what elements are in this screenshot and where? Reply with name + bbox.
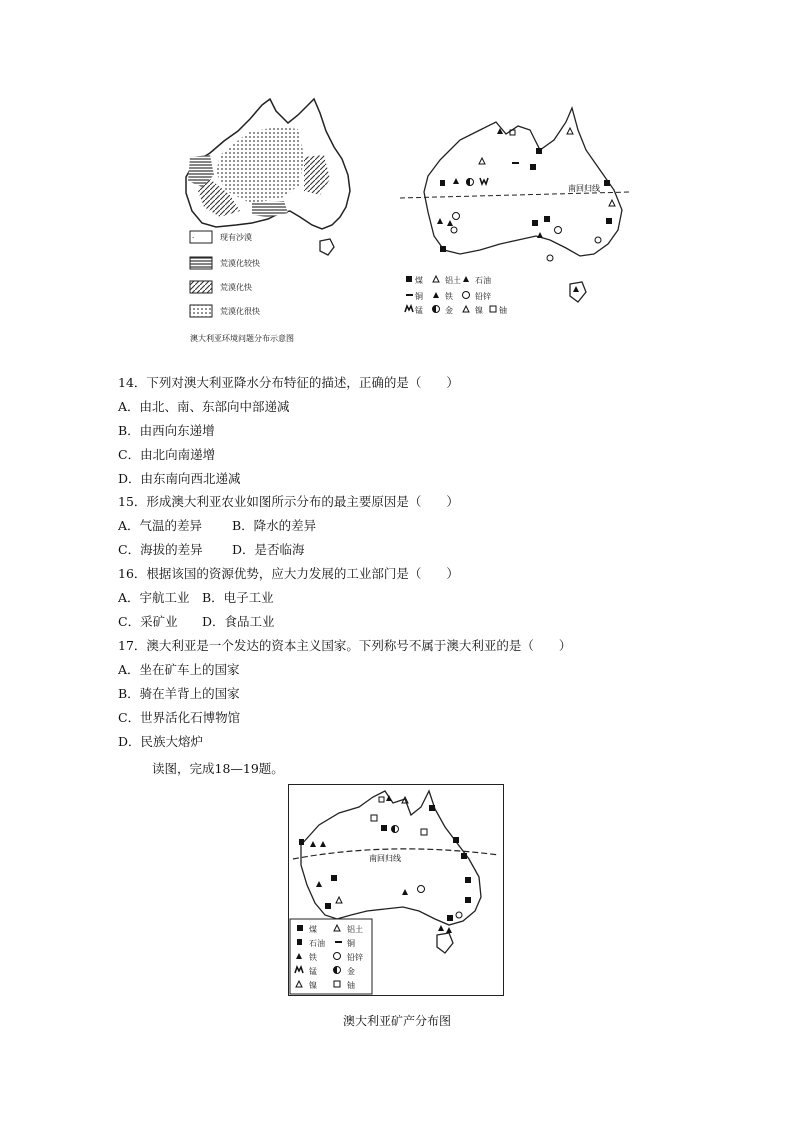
australia-outline [424,108,622,256]
question-14-option-c: C．由北向南递增 [118,447,216,462]
legend-uranium: 铀 [347,981,355,990]
legend-nickel: 镍 [309,981,317,990]
legend-manganese: 锰 [415,306,423,315]
tropic-label: 南回归线 [568,184,600,193]
figure1-caption: 澳大利亚环境问题分布示意图 [190,334,294,343]
figure-mineral-map-bottom [288,784,504,996]
question-17-option-d: D．民族大熔炉 [118,734,204,749]
tasmania [320,239,334,255]
mineral-map-top-svg [400,100,635,320]
legend-label-very-fast: 荒漠化很快 [220,307,260,316]
legend-iron: 铁 [445,292,453,301]
question-17-option-c: C．世界活化石博物馆 [118,710,241,725]
question-14-stem: 14．下列对澳大利亚降水分布特征的描述，正确的是（ ） [118,375,459,390]
legend-coal: 煤 [309,925,317,934]
question-15-option-d: D．是否临海 [232,542,305,557]
legend-nickel: 镍 [475,306,483,315]
legend-lead-zinc: 铅锌 [475,292,491,301]
question-17-option-a: A．坐在矿车上的国家 [118,662,240,677]
svg-text:·: · [192,234,195,242]
question-15-option-b: B．降水的差异 [232,518,317,533]
legend-label-desert: 现有沙漠 [220,233,252,242]
figure-environment-map [180,95,390,350]
question-14-option-b: B．由西向东递增 [118,423,215,438]
legend-copper: 铜 [415,292,423,301]
legend-oil: 石油 [309,939,325,948]
legend-coal: 煤 [415,276,423,285]
legend-copper: 铜 [347,939,355,948]
legend-gold: 金 [445,306,453,315]
tropic-label: 南回归线 [369,854,401,863]
mineral-map-bottom-svg [289,785,503,995]
legend-label-slow: 荒漠化较快 [220,259,260,268]
legend-oil: 石油 [475,276,491,285]
legend-gold: 金 [347,967,355,976]
question-14-option-d: D．由东南向西北递减 [118,471,241,486]
question-17-stem: 17．澳大利亚是一个发达的资本主义国家。下列称号不属于澳大利亚的是（ ） [118,638,572,653]
question-15-stem: 15．形成澳大利亚农业如图所示分布的最主要原因是（ ） [118,494,459,509]
question-16-option-d: D．食品工业 [202,614,275,629]
question-17-option-b: B．骑在羊背上的国家 [118,686,240,701]
question-15-option-a: A．气温的差异 [118,518,203,533]
intro-18-19: 读图，完成18—19题。 [152,761,284,776]
question-16-stem: 16．根据该国的资源优势，应大力发展的工业部门是（ ） [118,566,459,581]
question-16-option-a: A．宇航工业 [118,590,190,605]
question-15-option-c: C．海拔的差异 [118,542,203,557]
legend-bauxite: 铝土 [445,276,461,285]
figure-mineral-map-top [400,100,635,320]
question-16-option-b: B．电子工业 [202,590,274,605]
question-16-option-c: C．采矿业 [118,614,178,629]
legend-iron: 铁 [309,953,317,962]
environment-map-svg [180,95,390,350]
legend-manganese: 锰 [309,967,317,976]
tasmania [437,933,453,953]
question-14-option-a: A．由北、南、东部向中部递减 [118,399,290,414]
legend-bauxite: 铝土 [347,925,363,934]
legend-label-fast: 荒漠化快 [220,283,252,292]
legend-lead-zinc: 铅锌 [347,953,363,962]
legend-uranium: 铀 [499,306,507,315]
environment-legend [190,231,212,317]
figure3-caption: 澳大利亚矿产分布图 [342,1014,451,1028]
